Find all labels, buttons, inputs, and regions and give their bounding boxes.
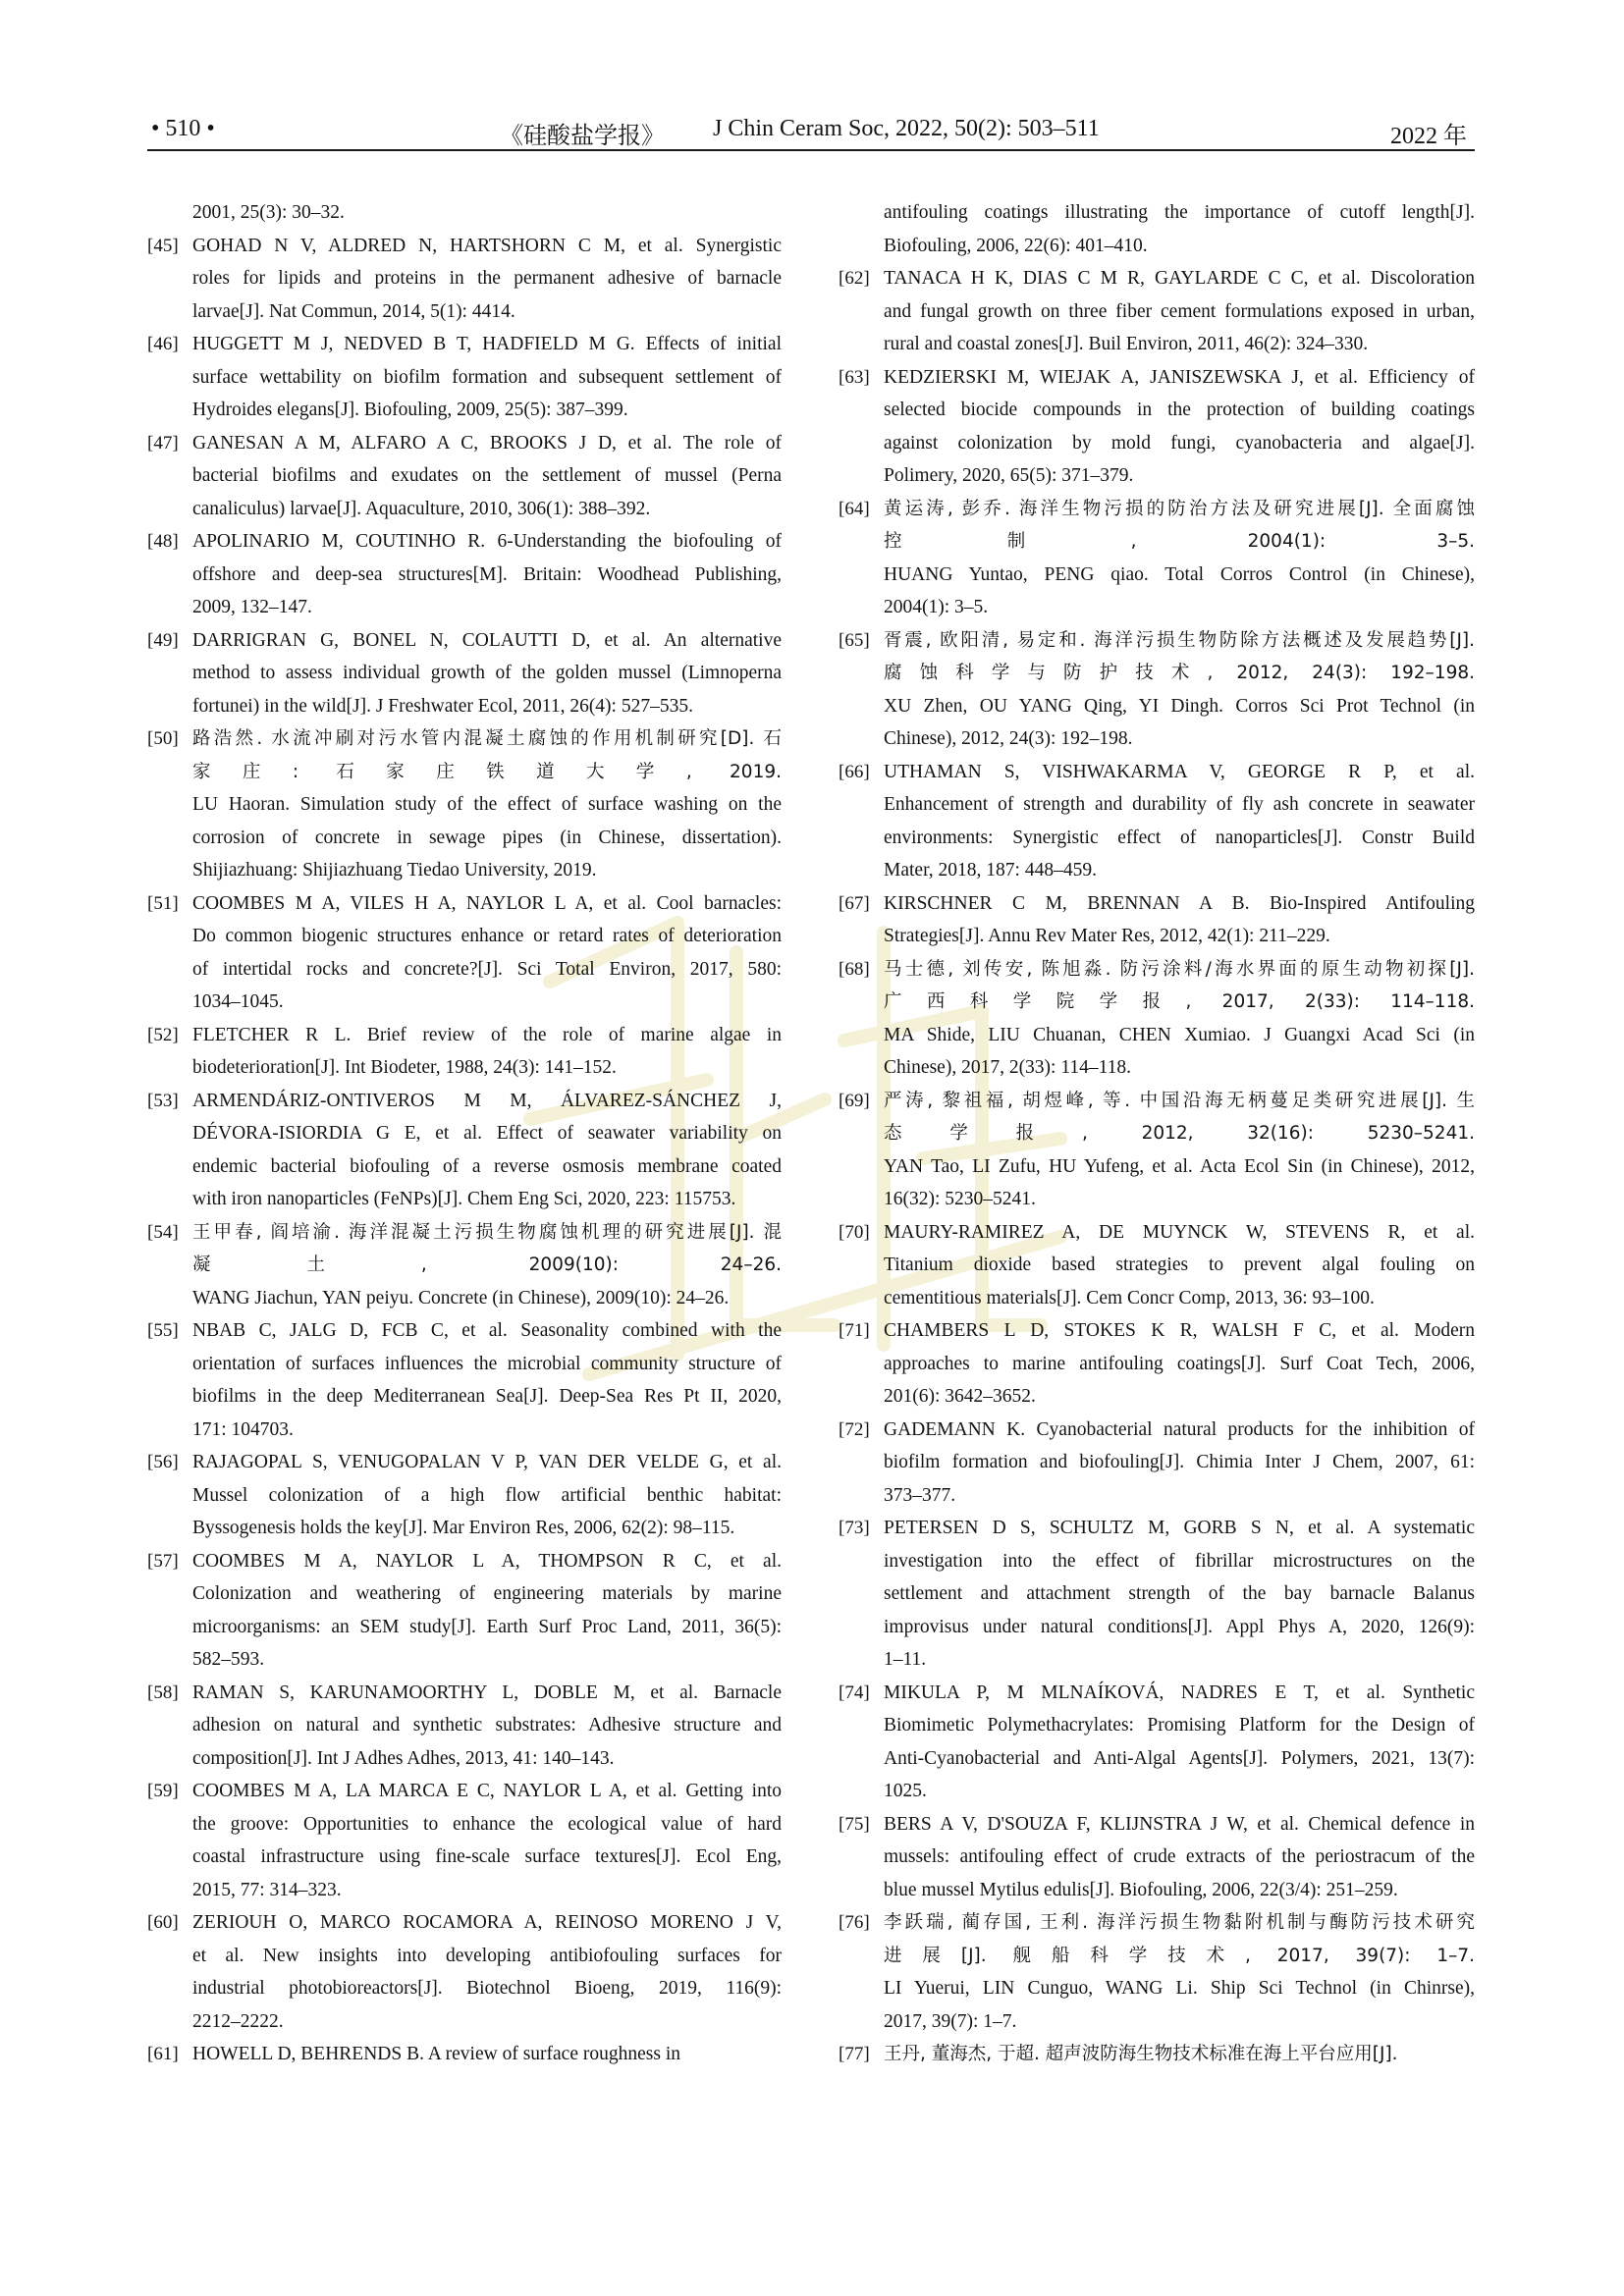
reference-text-line: surface wettability on biofilm formation and subsequent settlement of — [192, 366, 782, 388]
reference-text-line: HOWELL D, BEHRENDS B. A review of surface roughness in — [192, 2044, 680, 2064]
reference-item — [839, 1512, 1475, 1677]
reference-number: [66] — [839, 761, 870, 782]
reference-text-line: 态学报, 2012, 32(16): 5230–5241. — [884, 1123, 1475, 1144]
reference-text-line: 凝土, 2009(10): 24–26. — [192, 1255, 782, 1275]
reference-text-line: cementitious materials[J]. Cem Concr Comp, 2013, 36: 93–100. — [884, 1287, 1375, 1308]
reference-text-line: HUGGETT M J, NEDVED B T, HADFIELD M G. Effects of initial — [192, 334, 782, 354]
reference-text-line: RAJAGOPAL S, VENUGOPALAN V P, VAN DER VELDE G, et al. — [192, 1452, 782, 1472]
reference-number: [46] — [147, 334, 179, 354]
reference-text-line: biodeterioration[J]. Int Biodeter, 1988, 24(3): 141–152. — [192, 1057, 617, 1078]
reference-item — [147, 1085, 782, 1216]
reference-text-line: Chinese), 2017, 2(33): 114–118. — [884, 1057, 1132, 1078]
reference-item — [147, 722, 782, 887]
reference-text-line: roles for lipids and proteins in the permanent adhesive of barnacle — [192, 268, 782, 289]
reference-text-line: 家庄: 石家庄铁道大学, 2019. — [192, 761, 782, 782]
reference-text-line: Mater, 2018, 187: 448–459. — [884, 860, 1097, 881]
reference-number: [59] — [147, 1781, 179, 1801]
reference-text-line: XU Zhen, OU YANG Qing, YI Dingh. Corros Sci Prot Technol (in — [884, 695, 1475, 717]
reference-text-line: MIKULA P, M MLNAÍKOVÁ, NADRES E T, et al. Synthetic — [884, 1682, 1475, 1703]
reference-item — [147, 196, 782, 230]
reference-text-line: COOMBES M A, LA MARCA E C, NAYLOR L A, et al. Getting into — [192, 1781, 782, 1801]
reference-item — [839, 1677, 1475, 1808]
reference-text-line: RAMAN S, KARUNAMOORTHY L, DOBLE M, et al. Barnacle — [192, 1682, 782, 1703]
reference-text-line: HUANG Yuntao, PENG qiao. Total Corros Control (in Chinese), — [884, 563, 1475, 585]
reference-text-line: 1034–1045. — [192, 991, 284, 1012]
reference-text-line: MA Shide, LIU Chuanan, CHEN Xumiao. J Guangxi Acad Sci (in — [884, 1024, 1475, 1045]
reference-text-line: GANESAN A M, ALFARO A C, BROOKS J D, et al. The role of — [192, 432, 782, 454]
reference-text-line: investigation into the effect of fibrillar microstructures on the — [884, 1550, 1475, 1572]
reference-number: [75] — [839, 1813, 870, 1835]
reference-item — [839, 1414, 1475, 1513]
reference-item — [839, 2038, 1475, 2071]
reference-number: [70] — [839, 1221, 870, 1243]
reference-text-line: biofilms in the deep Mediterranean Sea[J]. Deep-Sea Res Pt II, 2020, — [192, 1386, 782, 1407]
reference-number: [77] — [839, 2044, 870, 2064]
reference-item — [147, 1216, 782, 1315]
reference-number: [58] — [147, 1682, 179, 1703]
reference-text-line: Titanium dioxide based strategies to prevent algal fouling on — [884, 1255, 1475, 1275]
reference-number: [71] — [839, 1320, 870, 1341]
running-header — [147, 106, 1475, 151]
reference-number: [76] — [839, 1912, 870, 1933]
reference-text-line: KIRSCHNER C M, BRENNAN A B. Bio-Inspired Antifouling — [884, 892, 1475, 914]
reference-number: [68] — [839, 958, 870, 980]
publication-year: 2022 年 — [1390, 124, 1467, 149]
reference-number: [56] — [147, 1452, 179, 1472]
reference-text-line: Byssogenesis holds the key[J]. Mar Environ Res, 2006, 62(2): 98–115. — [192, 1518, 735, 1538]
references-left-column — [147, 196, 782, 2071]
reference-text-line: 进展[J]. 舰船科学技术, 2017, 39(7): 1–7. — [884, 1945, 1475, 1966]
reference-text-line: 王丹, 董海杰, 于超. 超声波防海生物技术标准在海上平台应用[J]. — [884, 2044, 1398, 2064]
reference-item — [839, 493, 1475, 624]
reference-text-line: composition[J]. Int J Adhes Adhes, 2013, 41: 140–143. — [192, 1747, 615, 1769]
reference-text-line: 2212–2222. — [192, 2010, 284, 2032]
reference-text-line: Hydroides elegans[J]. Biofouling, 2009, 25(5): 387–399. — [192, 400, 628, 420]
reference-number: [52] — [147, 1024, 179, 1045]
reference-text-line: rural and coastal zones[J]. Buil Environ, 2011, 46(2): 324–330. — [884, 334, 1369, 354]
journal-name: 《硅酸盐学报》 — [500, 124, 665, 149]
reference-text-line: COOMBES M A, NAYLOR L A, THOMPSON R C, et al. — [192, 1550, 782, 1572]
reference-text-line: DARRIGRAN G, BONEL N, COLAUTTI D, et al. An alternative — [192, 629, 782, 651]
reference-text-line: 腐蚀科学与防护技术, 2012, 24(3): 192–198. — [884, 663, 1475, 683]
reference-item — [839, 624, 1475, 756]
reference-text-line: LU Haoran. Simulation study of the effect of surface washing on the — [192, 794, 782, 815]
reference-text-line: APOLINARIO M, COUTINHO R. 6-Understanding the biofouling of — [192, 531, 782, 552]
reference-item — [839, 887, 1475, 953]
reference-number: [50] — [147, 728, 179, 749]
reference-item — [147, 2038, 782, 2071]
reference-item — [839, 1314, 1475, 1414]
reference-item — [839, 1808, 1475, 1907]
reference-text-line: et al. New insights into developing antibiofouling surfaces for — [192, 1945, 782, 1966]
reference-text-line: TANACA H K, DIAS C M R, GAYLARDE C C, et al. Discoloration — [884, 268, 1475, 289]
reference-text-line: Strategies[J]. Annu Rev Mater Res, 2012, 42(1): 211–229. — [884, 926, 1330, 946]
reference-item — [147, 1677, 782, 1776]
reference-text-line: WANG Jiachun, YAN peiyu. Concrete (in Chinese), 2009(10): 24–26. — [192, 1287, 730, 1308]
reference-text-line: KEDZIERSKI M, WIEJAK A, JANISZEWSKA J, et al. Efficiency of — [884, 366, 1475, 388]
reference-text-line: Polimery, 2020, 65(5): 371–379. — [884, 465, 1134, 486]
reference-number: [54] — [147, 1221, 179, 1243]
reference-text-line: method to assess individual growth of the golden mussel (Limnoperna — [192, 663, 782, 683]
reference-item — [839, 196, 1475, 262]
reference-text-line: settlement and attachment strength of the bay barnacle Balanus — [884, 1583, 1475, 1604]
reference-text-line: UTHAMAN S, VISHWAKARMA V, GEORGE R P, et al. — [884, 761, 1475, 782]
reference-number: [73] — [839, 1518, 870, 1538]
reference-text-line: Anti-Cyanobacterial and Anti-Algal Agents[J]. Polymers, 2021, 13(7): — [884, 1747, 1475, 1769]
reference-text-line: 2004(1): 3–5. — [884, 597, 989, 617]
reference-text-line: 黄运涛, 彭乔. 海洋生物污损的防治方法及研究进展[J]. 全面腐蚀 — [884, 498, 1475, 519]
reference-number: [61] — [147, 2044, 179, 2064]
reference-item — [147, 230, 782, 329]
reference-text-line: 171: 104703. — [192, 1418, 294, 1440]
reference-text-line: ZERIOUH O, MARCO ROCAMORA A, REINOSO MORENO J V, — [192, 1912, 782, 1933]
reference-item — [839, 1085, 1475, 1216]
reference-number: [69] — [839, 1090, 870, 1111]
reference-number: [57] — [147, 1550, 179, 1572]
reference-text-line: canaliculus) larvae[J]. Aquaculture, 2010, 306(1): 388–392. — [192, 498, 651, 519]
reference-number: [62] — [839, 268, 870, 289]
reference-text-line: 2001, 25(3): 30–32. — [192, 202, 345, 223]
reference-text-line: microorganisms: an SEM study[J]. Earth Surf Proc Land, 2011, 36(5): — [192, 1616, 782, 1637]
reference-number: [55] — [147, 1320, 179, 1341]
reference-text-line: 582–593. — [192, 1649, 265, 1670]
reference-item — [147, 624, 782, 723]
reference-text-line: 严涛, 黎祖福, 胡煜峰, 等. 中国沿海无柄蔓足类研究进展[J]. 生 — [884, 1090, 1475, 1111]
reference-number: [53] — [147, 1090, 179, 1111]
reference-item — [839, 1216, 1475, 1315]
reference-text-line: 广西科学院学报, 2017, 2(33): 114–118. — [884, 991, 1475, 1012]
reference-text-line: Do common biogenic structures enhance or retard rates of deterioration — [192, 926, 782, 946]
reference-text-line: 马士德, 刘传安, 陈旭淼. 防污涂料/海水界面的原生动物初探[J]. — [884, 958, 1475, 980]
reference-text-line: blue mussel Mytilus edulis[J]. Biofouling, 2006, 22(3/4): 251–259. — [884, 1879, 1398, 1900]
reference-item — [839, 361, 1475, 493]
reference-text-line: 16(32): 5230–5241. — [884, 1189, 1036, 1209]
reference-text-line: 2015, 77: 314–323. — [192, 1879, 342, 1900]
reference-item — [147, 1775, 782, 1906]
reference-text-line: 2017, 39(7): 1–7. — [884, 2010, 1017, 2032]
reference-text-line: and fungal growth on three fiber cement formulations exposed in urban, — [884, 300, 1475, 322]
reference-text-line: against colonization by mold fungi, cyanobacteria and algae[J]. — [884, 432, 1475, 454]
reference-text-line: 路浩然. 水流冲刷对污水管内混凝土腐蚀的作用机制研究[D]. 石 — [192, 728, 782, 749]
reference-text-line: YAN Tao, LI Zufu, HU Yufeng, et al. Acta Ecol Sin (in Chinese), 2012, — [884, 1155, 1475, 1177]
reference-item — [147, 525, 782, 624]
reference-text-line: NBAB C, JALG D, FCB C, et al. Seasonality combined with the — [192, 1320, 782, 1341]
reference-text-line: FLETCHER R L. Brief review of the role of marine algae in — [192, 1024, 782, 1045]
reference-text-line: GADEMANN K. Cyanobacterial natural products for the inhibition of — [884, 1418, 1475, 1440]
reference-text-line: fortunei) in the wild[J]. J Freshwater Ecol, 2011, 26(4): 527–535. — [192, 695, 693, 717]
reference-text-line: 李跃瑞, 蔺存国, 王利. 海洋污损生物黏附机制与酶防污技术研究 — [884, 1912, 1475, 1933]
reference-text-line: Chinese), 2012, 24(3): 192–198. — [884, 728, 1133, 749]
reference-text-line: adhesion on natural and synthetic substrates: Adhesive structure and — [192, 1715, 782, 1735]
reference-number: [72] — [839, 1418, 870, 1440]
reference-text-line: selected biocide compounds in the protection of building coatings — [884, 400, 1475, 420]
reference-number: [48] — [147, 531, 179, 552]
reference-text-line: MAURY-RAMIREZ A, DE MUYNCK W, STEVENS R, et al. — [884, 1221, 1475, 1243]
reference-number: [64] — [839, 498, 870, 519]
reference-text-line: mussels: antifouling effect of crude extracts of the periostracum of the — [884, 1846, 1475, 1867]
reference-text-line: bacterial biofilms and exudates on the settlement of mussel (Perna — [192, 465, 782, 486]
reference-text-line: CHAMBERS L D, STOKES K R, WALSH F C, et al. Modern — [884, 1320, 1475, 1341]
reference-text-line: offshore and deep-sea structures[M]. Britain: Woodhead Publishing, — [192, 563, 782, 585]
page-number: • 510 • — [151, 116, 215, 141]
reference-item — [839, 953, 1475, 1085]
references-right-column — [839, 196, 1475, 2071]
reference-text-line: Shijiazhuang: Shijiazhuang Tiedao University, 2019. — [192, 860, 597, 881]
reference-text-line: industrial photobioreactors[J]. Biotechnol Bioeng, 2019, 116(9): — [192, 1978, 782, 1999]
reference-text-line: corrosion of concrete in sewage pipes (in Chinese, dissertation). — [192, 827, 782, 848]
reference-text-line: Biomimetic Polymethacrylates: Promising Platform for the Design of — [884, 1715, 1475, 1735]
reference-text-line: of intertidal rocks and concrete?[J]. Sci Total Environ, 2017, 580: — [192, 958, 782, 980]
reference-item — [147, 1019, 782, 1085]
reference-item — [839, 1906, 1475, 2038]
reference-text-line: 2009, 132–147. — [192, 597, 312, 617]
reference-text-line: environments: Synergistic effect of nanoparticles[J]. Constr Build — [884, 827, 1475, 848]
reference-text-line: with iron nanoparticles (FeNPs)[J]. Chem Eng Sci, 2020, 223: 115753. — [192, 1189, 736, 1209]
reference-text-line: 胥震, 欧阳清, 易定和. 海洋污损生物防除方法概述及发展趋势[J]. — [884, 629, 1475, 651]
reference-text-line: antifouling coatings illustrating the importance of cutoff length[J]. — [884, 202, 1475, 223]
reference-text-line: BERS A V, D'SOUZA F, KLIJNSTRA J W, et al. Chemical defence in — [884, 1813, 1475, 1835]
reference-text-line: Enhancement of strength and durability of fly ash concrete in seawater — [884, 794, 1475, 815]
reference-text-line: DÉVORA-ISIORDIA G E, et al. Effect of seawater variability on — [192, 1123, 782, 1144]
reference-number: [60] — [147, 1912, 179, 1933]
reference-item — [147, 1446, 782, 1545]
reference-item — [839, 262, 1475, 361]
reference-text-line: biofilm formation and biofouling[J]. Chimia Inter J Chem, 2007, 61: — [884, 1452, 1475, 1472]
reference-text-line: improvisus under natural conditions[J]. Appl Phys A, 2020, 126(9): — [884, 1616, 1475, 1637]
reference-number: [49] — [147, 629, 179, 651]
reference-number: [74] — [839, 1682, 870, 1703]
reference-text-line: endemic bacterial biofouling of a reverse osmosis membrane coated — [192, 1155, 782, 1177]
reference-number: [51] — [147, 892, 179, 914]
reference-text-line: Colonization and weathering of engineering materials by marine — [192, 1583, 782, 1604]
reference-text-line: Biofouling, 2006, 22(6): 401–410. — [884, 235, 1148, 256]
reference-text-line: 201(6): 3642–3652. — [884, 1386, 1036, 1407]
reference-item — [147, 427, 782, 526]
reference-number: [45] — [147, 235, 179, 256]
reference-text-line: orientation of surfaces influences the microbial community structure of — [192, 1353, 782, 1374]
reference-item — [147, 328, 782, 427]
reference-item — [147, 887, 782, 1019]
reference-number: [47] — [147, 432, 179, 454]
reference-item — [839, 756, 1475, 887]
reference-text-line: 373–377. — [884, 1484, 956, 1506]
reference-text-line: approaches to marine antifouling coatings[J]. Surf Coat Tech, 2006, — [884, 1353, 1475, 1374]
reference-text-line: 1025. — [884, 1781, 927, 1801]
journal-citation: J Chin Ceram Soc, 2022, 50(2): 503–511 — [713, 116, 1100, 141]
reference-text-line: larvae[J]. Nat Commun, 2014, 5(1): 4414. — [192, 300, 515, 322]
reference-number: [65] — [839, 629, 870, 651]
reference-text-line: GOHAD N V, ALDRED N, HARTSHORN C M, et al. Synergistic — [192, 235, 782, 256]
reference-item — [147, 1906, 782, 2038]
reference-text-line: the groove: Opportunities to enhance the ecological value of hard — [192, 1813, 782, 1835]
reference-text-line: 1–11. — [884, 1649, 927, 1670]
reference-number: [63] — [839, 366, 870, 388]
reference-text-line: coastal infrastructure using fine-scale surface textures[J]. Ecol Eng, — [192, 1846, 782, 1867]
reference-text-line: 王甲春, 阎培渝. 海洋混凝土污损生物腐蚀机理的研究进展[J]. 混 — [192, 1221, 782, 1243]
reference-item — [147, 1314, 782, 1446]
reference-text-line: Mussel colonization of a high flow artificial benthic habitat: — [192, 1484, 782, 1506]
reference-text-line: PETERSEN D S, SCHULTZ M, GORB S N, et al. A systematic — [884, 1518, 1475, 1538]
reference-number: [67] — [839, 892, 870, 914]
reference-text-line: ARMENDÁRIZ-ONTIVEROS M M, ÁLVAREZ-SÁNCHEZ J, — [192, 1090, 782, 1111]
reference-text-line: LI Yuerui, LIN Cunguo, WANG Li. Ship Sci Technol (in Chinrse), — [884, 1978, 1475, 1999]
reference-item — [147, 1545, 782, 1677]
reference-text-line: COOMBES M A, VILES H A, NAYLOR L A, et al. Cool barnacles: — [192, 892, 782, 914]
reference-text-line: 控制, 2004(1): 3–5. — [884, 531, 1475, 552]
